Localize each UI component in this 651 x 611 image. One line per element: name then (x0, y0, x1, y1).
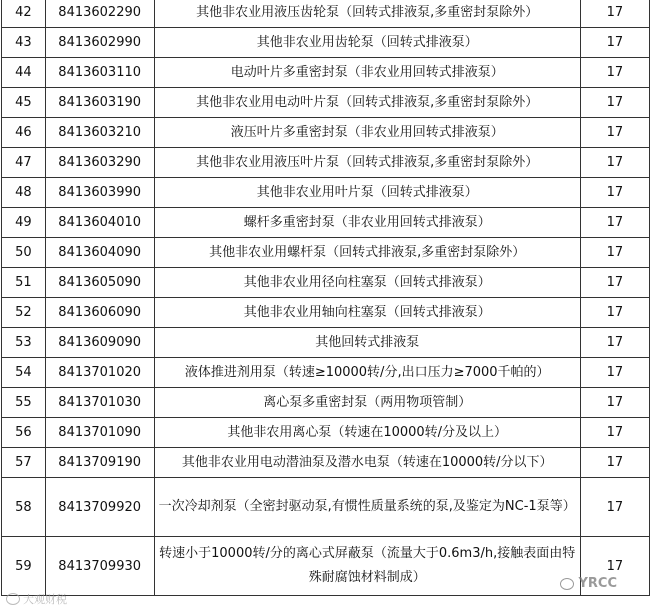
rate-value: 17 (580, 358, 649, 388)
rate-value: 17 (580, 418, 649, 448)
rate-value: 17 (580, 208, 649, 238)
rate-value: 17 (580, 148, 649, 178)
row-number: 52 (2, 298, 46, 328)
hs-code: 8413604010 (45, 208, 154, 238)
product-name: 一次冷却剂泵（全密封驱动泵,有惯性质量系统的泵,及鉴定为NC-1泵等） (154, 478, 580, 537)
hs-code: 8413604090 (45, 238, 154, 268)
product-name: 其他非农业用螺杆泵（回转式排液泵,多重密封泵除外） (154, 238, 580, 268)
rate-value: 17 (580, 58, 649, 88)
table-row (2, 208, 650, 238)
hs-code: 8413605090 (45, 268, 154, 298)
rate-value: 17 (580, 0, 649, 28)
product-name: 转速小于10000转/分的离心式屏蔽泵（流量大于0.6m3/h,接触表面由特殊耐腐蚀材料制成） (154, 537, 580, 596)
hs-code: 8413701030 (45, 388, 154, 418)
row-number: 50 (2, 238, 46, 268)
table-row (2, 0, 650, 28)
rate-value: 17 (580, 388, 649, 418)
hs-code: 8413701090 (45, 418, 154, 448)
table-row (2, 298, 650, 328)
wechat-icon (560, 578, 574, 590)
hs-code: 8413602990 (45, 28, 154, 58)
rate-value: 17 (580, 238, 649, 268)
hs-code: 8413603190 (45, 88, 154, 118)
table-row (2, 148, 650, 178)
rate-value: 17 (580, 478, 649, 537)
row-number: 45 (2, 88, 46, 118)
row-number: 57 (2, 448, 46, 478)
rate-value: 17 (580, 448, 649, 478)
logo-icon (6, 593, 20, 605)
hs-code: 8413603290 (45, 148, 154, 178)
rate-value: 17 (580, 537, 649, 596)
rate-value: 17 (580, 268, 649, 298)
row-number: 59 (2, 537, 46, 596)
rate-value: 17 (580, 328, 649, 358)
table-row (2, 268, 650, 298)
table-row (2, 88, 650, 118)
table-row (2, 118, 650, 148)
table-row (2, 358, 650, 388)
row-number: 56 (2, 418, 46, 448)
table-row (2, 58, 650, 88)
table-body (2, 0, 650, 596)
rate-value: 17 (580, 118, 649, 148)
rate-value: 17 (580, 178, 649, 208)
product-name: 其他非农业用电动叶片泵（回转式排液泵,多重密封泵除外） (154, 88, 580, 118)
watermark-left-text: 大观财税 (23, 593, 67, 606)
table-row (2, 238, 650, 268)
row-number: 55 (2, 388, 46, 418)
product-name: 电动叶片多重密封泵（非农业用回转式排液泵） (154, 58, 580, 88)
table-row (2, 328, 650, 358)
table-row (2, 388, 650, 418)
row-number: 43 (2, 28, 46, 58)
rate-value: 17 (580, 28, 649, 58)
product-name: 其他回转式排液泵 (154, 328, 580, 358)
tariff-table (1, 0, 650, 596)
hs-code: 8413709920 (45, 478, 154, 537)
hs-code: 8413606090 (45, 298, 154, 328)
product-name: 其他非农业用电动潜油泵及潜水电泵（转速在10000转/分以下） (154, 448, 580, 478)
product-name: 其他非农业用叶片泵（回转式排液泵） (154, 178, 580, 208)
product-name: 液压叶片多重密封泵（非农业用回转式排液泵） (154, 118, 580, 148)
product-name: 其他非农业用轴向柱塞泵（回转式排液泵） (154, 298, 580, 328)
hs-code: 8413602290 (45, 0, 154, 28)
hs-code: 8413701020 (45, 358, 154, 388)
product-name: 其他非农业用液压齿轮泵（回转式排液泵,多重密封泵除外） (154, 0, 580, 28)
hs-code: 8413709930 (45, 537, 154, 596)
row-number: 42 (2, 0, 46, 28)
hs-code: 8413603990 (45, 178, 154, 208)
hs-code: 8413609090 (45, 328, 154, 358)
row-number: 49 (2, 208, 46, 238)
hs-code: 8413709190 (45, 448, 154, 478)
product-name: 液体推进剂用泵（转速≥10000转/分,出口压力≥7000千帕的） (154, 358, 580, 388)
row-number: 58 (2, 478, 46, 537)
table-row (2, 178, 650, 208)
hs-code: 8413603210 (45, 118, 154, 148)
watermark-right-text: YRCC (578, 576, 617, 591)
product-name: 螺杆多重密封泵（非农业用回转式排液泵） (154, 208, 580, 238)
row-number: 46 (2, 118, 46, 148)
product-name: 其他非农用离心泵（转速在10000转/分及以上） (154, 418, 580, 448)
rate-value: 17 (580, 298, 649, 328)
watermark-left (6, 591, 67, 607)
product-name: 离心泵多重密封泵（两用物项管制） (154, 388, 580, 418)
table-row (2, 537, 650, 596)
row-number: 47 (2, 148, 46, 178)
product-name: 其他非农业用液压叶片泵（回转式排液泵,多重密封泵除外） (154, 148, 580, 178)
rate-value: 17 (580, 88, 649, 118)
row-number: 53 (2, 328, 46, 358)
table-row (2, 448, 650, 478)
row-number: 44 (2, 58, 46, 88)
row-number: 48 (2, 178, 46, 208)
row-number: 54 (2, 358, 46, 388)
watermark-right (560, 576, 617, 591)
table-row (2, 418, 650, 448)
table-row (2, 478, 650, 537)
hs-code: 8413603110 (45, 58, 154, 88)
row-number: 51 (2, 268, 46, 298)
product-name: 其他非农业用齿轮泵（回转式排液泵） (154, 28, 580, 58)
product-name: 其他非农业用径向柱塞泵（回转式排液泵） (154, 268, 580, 298)
table-row (2, 28, 650, 58)
